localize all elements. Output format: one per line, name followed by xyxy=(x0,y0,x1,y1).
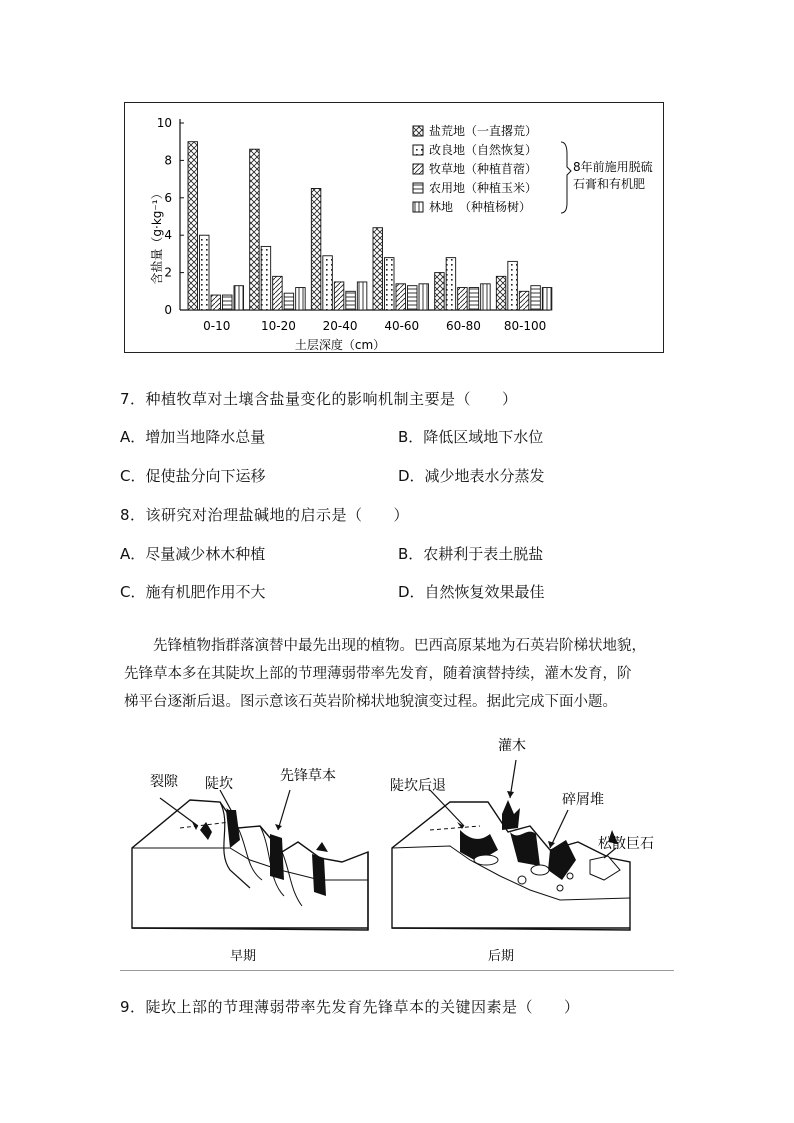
legend-brace xyxy=(561,142,571,213)
legend-annotation: 石膏和有机肥 xyxy=(573,177,646,191)
bar xyxy=(508,261,518,310)
late-caption: 后期 xyxy=(488,949,515,964)
bar xyxy=(531,286,541,310)
bar xyxy=(396,284,406,310)
legend-entry: 牧草地（种植苜蓿） xyxy=(429,162,538,176)
bar xyxy=(357,282,367,310)
legend-swatch xyxy=(413,183,423,193)
y-axis-label: 含盐量（g·kg⁻¹） xyxy=(150,187,164,285)
landform-evolution-figure xyxy=(120,730,680,970)
scarp-band-2 xyxy=(270,834,284,880)
label-scarp-retreat: 陡坎后退 xyxy=(390,778,446,794)
question-7-stem: 7．种植牧草对土壤含盐量变化的影响机制主要是（ ） xyxy=(120,390,518,408)
legend-annotation: 8年前施用脱硫 xyxy=(573,160,653,174)
shrub-icon xyxy=(502,800,520,830)
y-tick-label: 0 xyxy=(164,303,172,317)
q7-option-d[interactable]: D．减少地表水分蒸发 xyxy=(398,467,545,485)
x-tick-label: 40-60 xyxy=(384,319,420,333)
question-8-stem: 8．该研究对治理盐碱地的启示是（ ） xyxy=(120,506,410,524)
q8-option-b[interactable]: B．农耕利于表土脱盐 xyxy=(398,545,544,563)
q8-option-c[interactable]: C．施有机肥作用不大 xyxy=(120,583,266,601)
question-9-stem: 9．陡坎上部的节理薄弱带率先发育先锋草本的关键因素是（ ） xyxy=(120,998,580,1016)
q7-option-b[interactable]: B．降低区域地下水位 xyxy=(398,428,544,446)
legend-entry: 改良地（自然恢复） xyxy=(429,143,538,157)
bar xyxy=(469,288,479,310)
y-tick-label: 6 xyxy=(164,190,172,205)
bar xyxy=(200,235,210,310)
legend-entry: 农用地（种植玉米） xyxy=(429,181,538,195)
bar xyxy=(273,276,283,310)
y-tick-label: 8 xyxy=(164,153,172,168)
bar xyxy=(311,188,321,310)
bar xyxy=(188,142,198,310)
legend-swatch xyxy=(413,164,423,174)
y-tick-label: 2 xyxy=(164,265,172,280)
legend-swatch xyxy=(413,126,423,136)
bar xyxy=(346,291,356,310)
y-tick-label: 10 xyxy=(156,116,172,130)
passage-line: 先锋草本多在其陡坎上部的节理薄弱带率先发育，随着演替持续，灌木发育，阶 xyxy=(124,666,632,682)
x-tick-label: 10-20 xyxy=(260,319,296,333)
label-debris: 碎屑堆 xyxy=(562,792,604,808)
legend-entry: 林地 （种植杨树） xyxy=(429,200,532,214)
passage xyxy=(124,632,672,716)
bar xyxy=(435,273,445,310)
bar xyxy=(323,256,333,310)
q8-option-a[interactable]: A．尽量减少林木种植 xyxy=(120,545,266,563)
bar xyxy=(419,284,429,310)
x-axis-label: 土层深度（cm） xyxy=(294,338,386,352)
y-tick-label: 4 xyxy=(164,228,172,243)
bar xyxy=(261,246,271,310)
bar xyxy=(284,293,294,310)
salt-chart-frame xyxy=(124,102,664,353)
bar xyxy=(250,149,260,310)
label-crack: 裂隙 xyxy=(150,774,178,790)
q8-option-d[interactable]: D．自然恢复效果最佳 xyxy=(398,583,545,601)
passage-line: 梯平台逐渐后退。图示意该石英岩阶梯状地貌演变过程。据此完成下面小题。 xyxy=(124,694,617,710)
bar xyxy=(223,295,233,310)
q7-option-c[interactable]: C．促使盐分向下运移 xyxy=(120,467,266,485)
x-tick-label: 20-40 xyxy=(322,319,358,333)
legend-swatch xyxy=(413,145,423,155)
bar xyxy=(446,258,456,310)
scarp-band-3 xyxy=(312,854,326,896)
late-block-diagram xyxy=(390,737,654,964)
bar xyxy=(481,284,491,310)
passage-line: 先锋植物指群落演替中最先出现的植物。巴西高原某地为石英岩阶梯状地貌， xyxy=(124,638,646,654)
bar xyxy=(496,276,506,310)
bar xyxy=(211,295,221,310)
x-tick-label: 80-100 xyxy=(503,319,547,333)
label-boulder: 松散巨石 xyxy=(598,836,654,852)
bar xyxy=(542,288,552,310)
bar xyxy=(519,291,529,310)
bar xyxy=(234,286,244,310)
bar xyxy=(458,288,468,310)
early-block-diagram xyxy=(132,767,368,964)
bar xyxy=(296,288,306,310)
x-tick-label: 60-80 xyxy=(445,319,481,333)
label-shrub: 灌木 xyxy=(498,738,526,754)
salt-content-bar-chart xyxy=(125,103,665,354)
divider xyxy=(120,970,674,971)
early-caption: 早期 xyxy=(230,949,257,964)
bar xyxy=(373,228,383,310)
legend-entry: 盐荒地（一直撂荒） xyxy=(429,124,538,138)
label-pioneer-herb: 先锋草本 xyxy=(280,768,336,784)
q7-option-a[interactable]: A．增加当地降水总量 xyxy=(120,428,266,446)
bar xyxy=(334,282,344,310)
legend-swatch xyxy=(413,202,423,212)
x-tick-label: 0-10 xyxy=(203,319,231,333)
bar xyxy=(408,286,418,310)
label-scarp: 陡坎 xyxy=(205,776,233,792)
bar xyxy=(385,258,395,310)
